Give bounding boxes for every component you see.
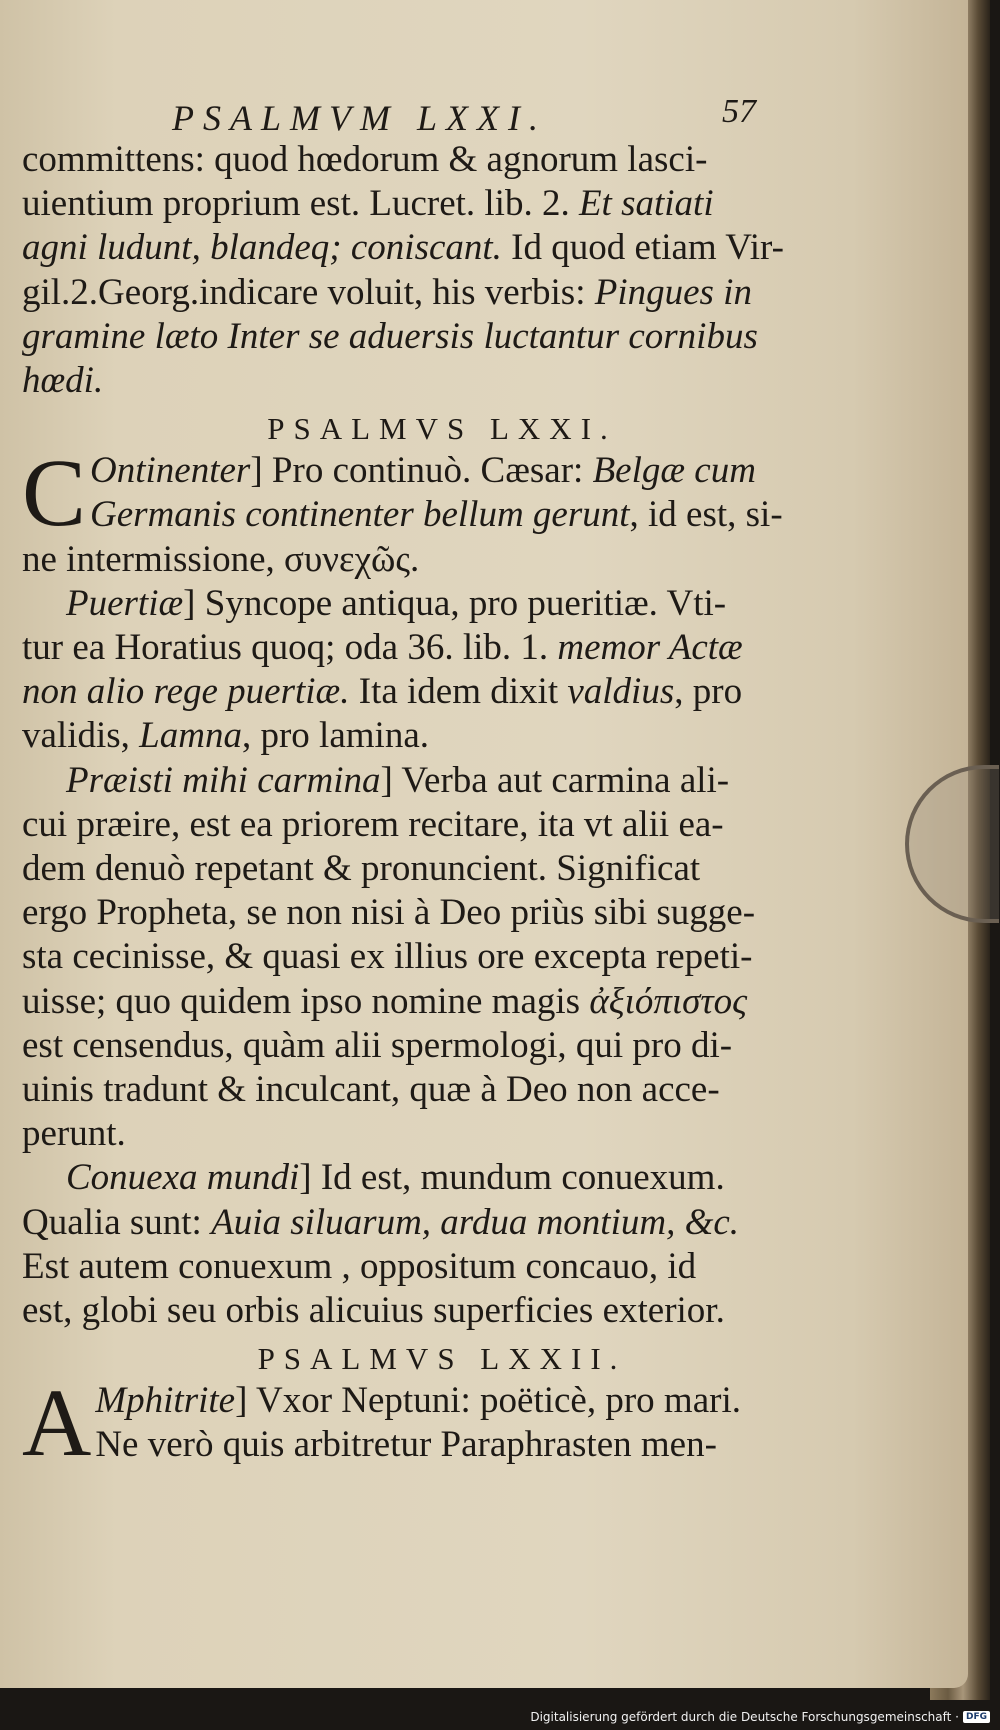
text-line: dem denuò repetant & pronuncient. Significat <box>22 848 701 890</box>
text-line: uientium proprium est. Lucret. lib. 2. Et satiati <box>22 183 714 225</box>
text-line: Præisti mihi carmina] Verba aut carmina ali- <box>66 759 730 801</box>
text-line: committens: quod hœdorum & agnorum lasci- <box>22 139 708 180</box>
text-line: Puertiæ] Syncope antiqua, pro pueritiæ. Vti- <box>66 582 727 624</box>
text-line: Qualia sunt: Auia siluarum, ardua montium, &c. <box>22 1201 740 1243</box>
text-line: ergo Propheta, se non nisi à Deo priùs sibi sugge- <box>22 892 756 934</box>
text-line: est censendus, quàm alii spermologi, qui pro di- <box>22 1024 733 1066</box>
text-line: uisse; quo quidem ipso nomine magis ἀξιόπιστος <box>22 980 748 1022</box>
text-line: est, globi seu orbis alicuius superficies exterior. <box>22 1290 725 1332</box>
text-line: Ne verò quis arbitretur Paraphrasten men- <box>95 1424 717 1466</box>
page-number: 57 <box>722 93 756 130</box>
text-line: sta cecinisse, & quasi ex illius ore excepta repeti- <box>22 936 753 978</box>
drop-initial: A <box>22 1379 92 1468</box>
text-line: tur ea Horatius quoq; oda 36. lib. 1. memor Actæ <box>22 627 743 669</box>
text-line: Mphitrite] Vxor Neptuni: poëticè, pro mari. <box>95 1380 741 1422</box>
text-line: hœdi. <box>22 360 104 402</box>
running-title: PSALMVM LXXI. <box>172 98 547 138</box>
paragraph-continenter <box>22 449 822 537</box>
text-line: perunt. <box>22 1113 126 1155</box>
text-line: cui præire, est ea priorem recitare, ita vt alii ea- <box>22 803 724 845</box>
digitization-credit <box>530 1710 990 1724</box>
paragraph-amphitrite <box>22 1379 822 1467</box>
text-line: ne intermissione, συνεχῶς. <box>22 538 420 580</box>
text-line: Germanis continenter bellum gerunt, id est, si- <box>90 494 783 536</box>
text-line: gil.2.Georg.indicare voluit, his verbis: Pingues in <box>22 271 752 313</box>
text-line: uinis tradunt & inculcant, quæ à Deo non acce- <box>22 1069 720 1111</box>
drop-initial: C <box>22 449 87 538</box>
running-head <box>22 90 822 136</box>
text-line: non alio rege puertiæ. Ita idem dixit valdius, pro <box>22 671 743 713</box>
text-line: agni ludunt, blandeq; coniscant. Id quod etiam Vir- <box>22 227 784 269</box>
text-line: gramine læto Inter se aduersis luctantur cornibus <box>22 315 758 357</box>
section-heading-psalm-72: PSALMVS LXXII. <box>257 1341 627 1377</box>
text-line: validis, Lamna, pro lamina. <box>22 715 429 757</box>
page-text <box>22 90 822 1468</box>
section-heading-psalm-71: PSALMVS LXXI. <box>267 411 617 447</box>
text-line: Ontinenter] Pro continuò. Cæsar: Belgæ cum <box>90 450 756 492</box>
credit-text: Digitalisierung gefördert durch die Deutsche Forschungsgemeinschaft · <box>530 1710 959 1724</box>
text-line: Conuexa mundi] Id est, mundum conuexum. <box>66 1157 725 1199</box>
text-line: Est autem conuexum , oppositum concauo, id <box>22 1245 697 1287</box>
dfg-logo-icon: DFG <box>963 1711 990 1723</box>
